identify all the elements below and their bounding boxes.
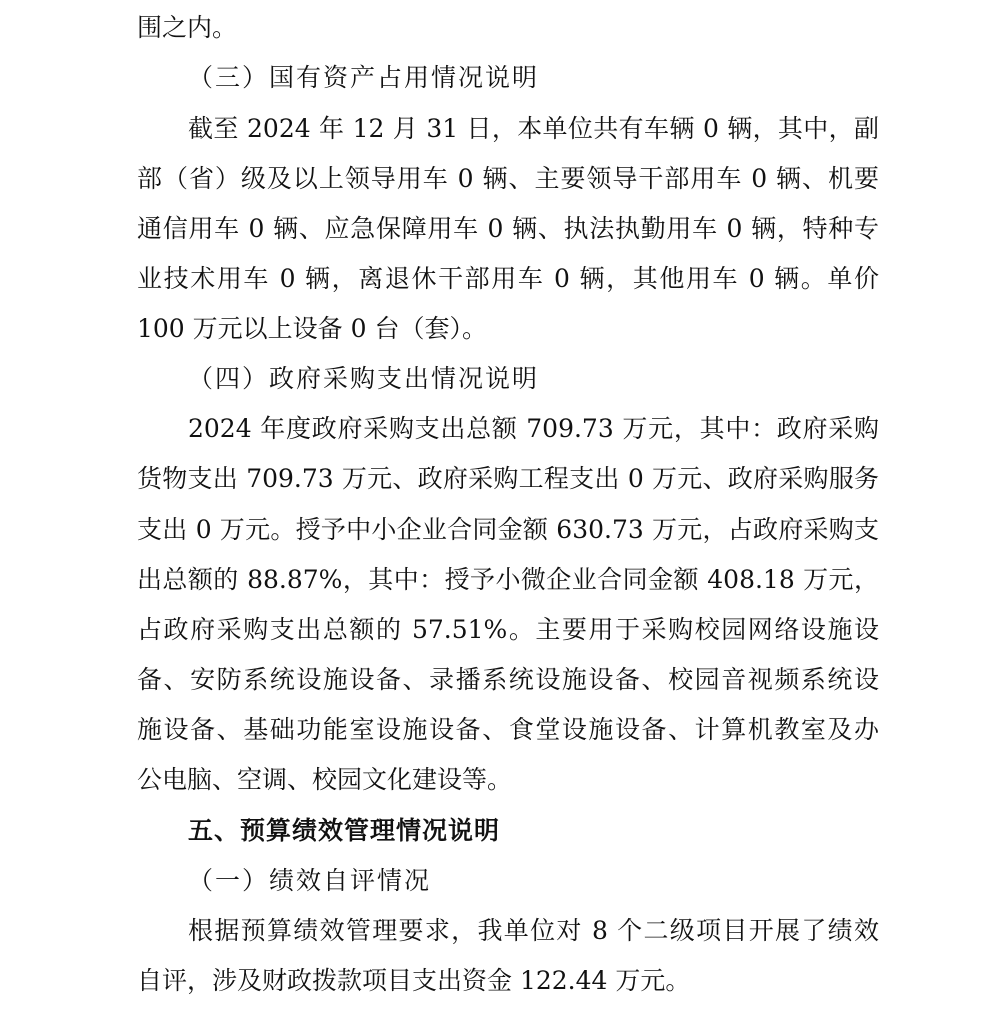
paragraph-line: 货物支出 709.73 万元、政府采购工程支出 0 万元、政府采购服务 [137,464,879,493]
paragraph-line: 占政府采购支出总额的 57.51%。主要用于采购校园网络设施设 [137,615,879,644]
paragraph-line: 出总额的 88.87%，其中：授予小微企业合同金额 408.18 万元， [137,565,879,594]
paragraph-line: 备、安防系统设施设备、录播系统设施设备、校园音视频系统设 [137,665,879,694]
paragraph-line: 根据预算绩效管理要求，我单位对 8 个二级项目开展了绩效 [188,916,879,945]
paragraph-line: 支出 0 万元。授予中小企业合同金额 630.73 万元，占政府采购支 [137,515,879,544]
paragraph-line: 施设备、基础功能室设施设备、食堂设施设备、计算机教室及办 [137,715,879,744]
paragraph-line: 100 万元以上设备 0 台（套）。 [137,314,487,343]
section-heading-assets: （三）国有资产占用情况说明 [188,63,540,92]
paragraph-line: 业技术用车 0 辆，离退休干部用车 0 辆，其他用车 0 辆。单价 [137,264,879,293]
paragraph-line: 公电脑、空调、校园文化建设等。 [137,765,513,794]
paragraph-line: 截至 2024 年 12 月 31 日，本单位共有车辆 0 辆，其中，副 [188,114,879,143]
chapter-heading-performance: 五、预算绩效管理情况说明 [188,816,501,845]
paragraph-line: 通信用车 0 辆、应急保障用车 0 辆、执法执勤用车 0 辆，特种专 [137,214,879,243]
paragraph-line: 2024 年度政府采购支出总额 709.73 万元，其中：政府采购 [188,414,879,443]
paragraph-line: 部（省）级及以上领导用车 0 辆、主要领导干部用车 0 辆、机要 [137,164,879,193]
paragraph-line: 围之内。 [137,13,238,42]
paragraph-line: 自评，涉及财政拨款项目支出资金 122.44 万元。 [137,966,691,995]
section-heading-self-evaluation: （一）绩效自评情况 [188,866,432,895]
section-heading-procurement: （四）政府采购支出情况说明 [188,364,540,393]
